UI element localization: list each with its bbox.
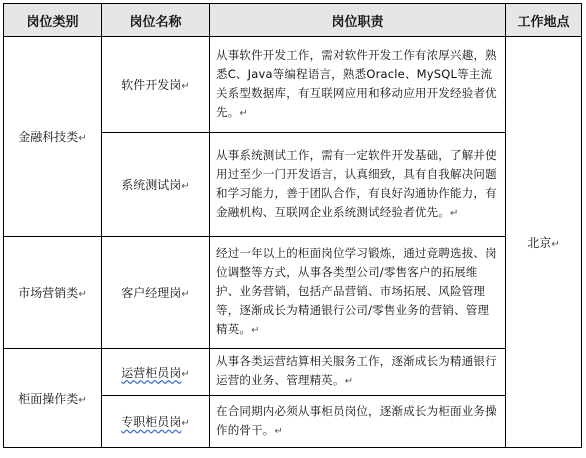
category-fintech: 金融科技类↵ xyxy=(4,37,102,237)
position-name: 系统测试岗↵ xyxy=(102,133,210,237)
header-location: 工作地点 xyxy=(506,4,582,37)
category-counter: 柜面操作类↵ xyxy=(4,349,102,448)
header-duty: 岗位职责 xyxy=(210,4,506,37)
work-location: 北京↵ xyxy=(506,37,582,448)
position-duty: 从事软件开发工作，需对软件开发工作有浓厚兴趣，熟悉C、Java等编程语言，熟悉Oracle、MySQL等主流关系型数据库，有互联网应用和移动应用开发经验者优先。↵ xyxy=(210,37,506,133)
position-name: 专职柜员岗↵ xyxy=(102,396,210,448)
position-name: 客户经理岗↵ xyxy=(102,237,210,349)
table-row xyxy=(4,237,582,349)
position-name: 软件开发岗↵ xyxy=(102,37,210,133)
table-row xyxy=(4,349,582,396)
position-duty: 从事系统测试工作，需有一定软件开发基础，了解并使用过至少一门开发语言，认真细致，具有自我解决问题和学习能力，善于团队合作，有良好沟通协作能力，有金融机构、互联网企业系统测试经验者优先。↵ xyxy=(210,133,506,237)
job-table xyxy=(3,3,582,448)
header-position: 岗位名称 xyxy=(102,4,210,37)
header-row xyxy=(4,4,582,37)
position-duty: 从事各类运营结算相关服务工作，逐渐成长为精通银行运营的业务、管理精英。↵ xyxy=(210,349,506,396)
position-duty: 经过一年以上的柜面岗位学习锻炼，通过竞聘选拔、岗位调整等方式，从事各类型公司/零售客户的拓展维护、业务营销，包括产品营销、市场拓展、风险管理等，逐渐成长为精通银行公司/零售业务的营销、管理精英。↵ xyxy=(210,237,506,349)
header-category: 岗位类别 xyxy=(4,4,102,37)
category-marketing: 市场营销类↵ xyxy=(4,237,102,349)
position-duty: 在合同期内必须从事柜员岗位，逐渐成长为柜面业务操作的骨干。↵ xyxy=(210,396,506,448)
table-row xyxy=(4,37,582,133)
position-name: 运营柜员岗↵ xyxy=(102,349,210,396)
